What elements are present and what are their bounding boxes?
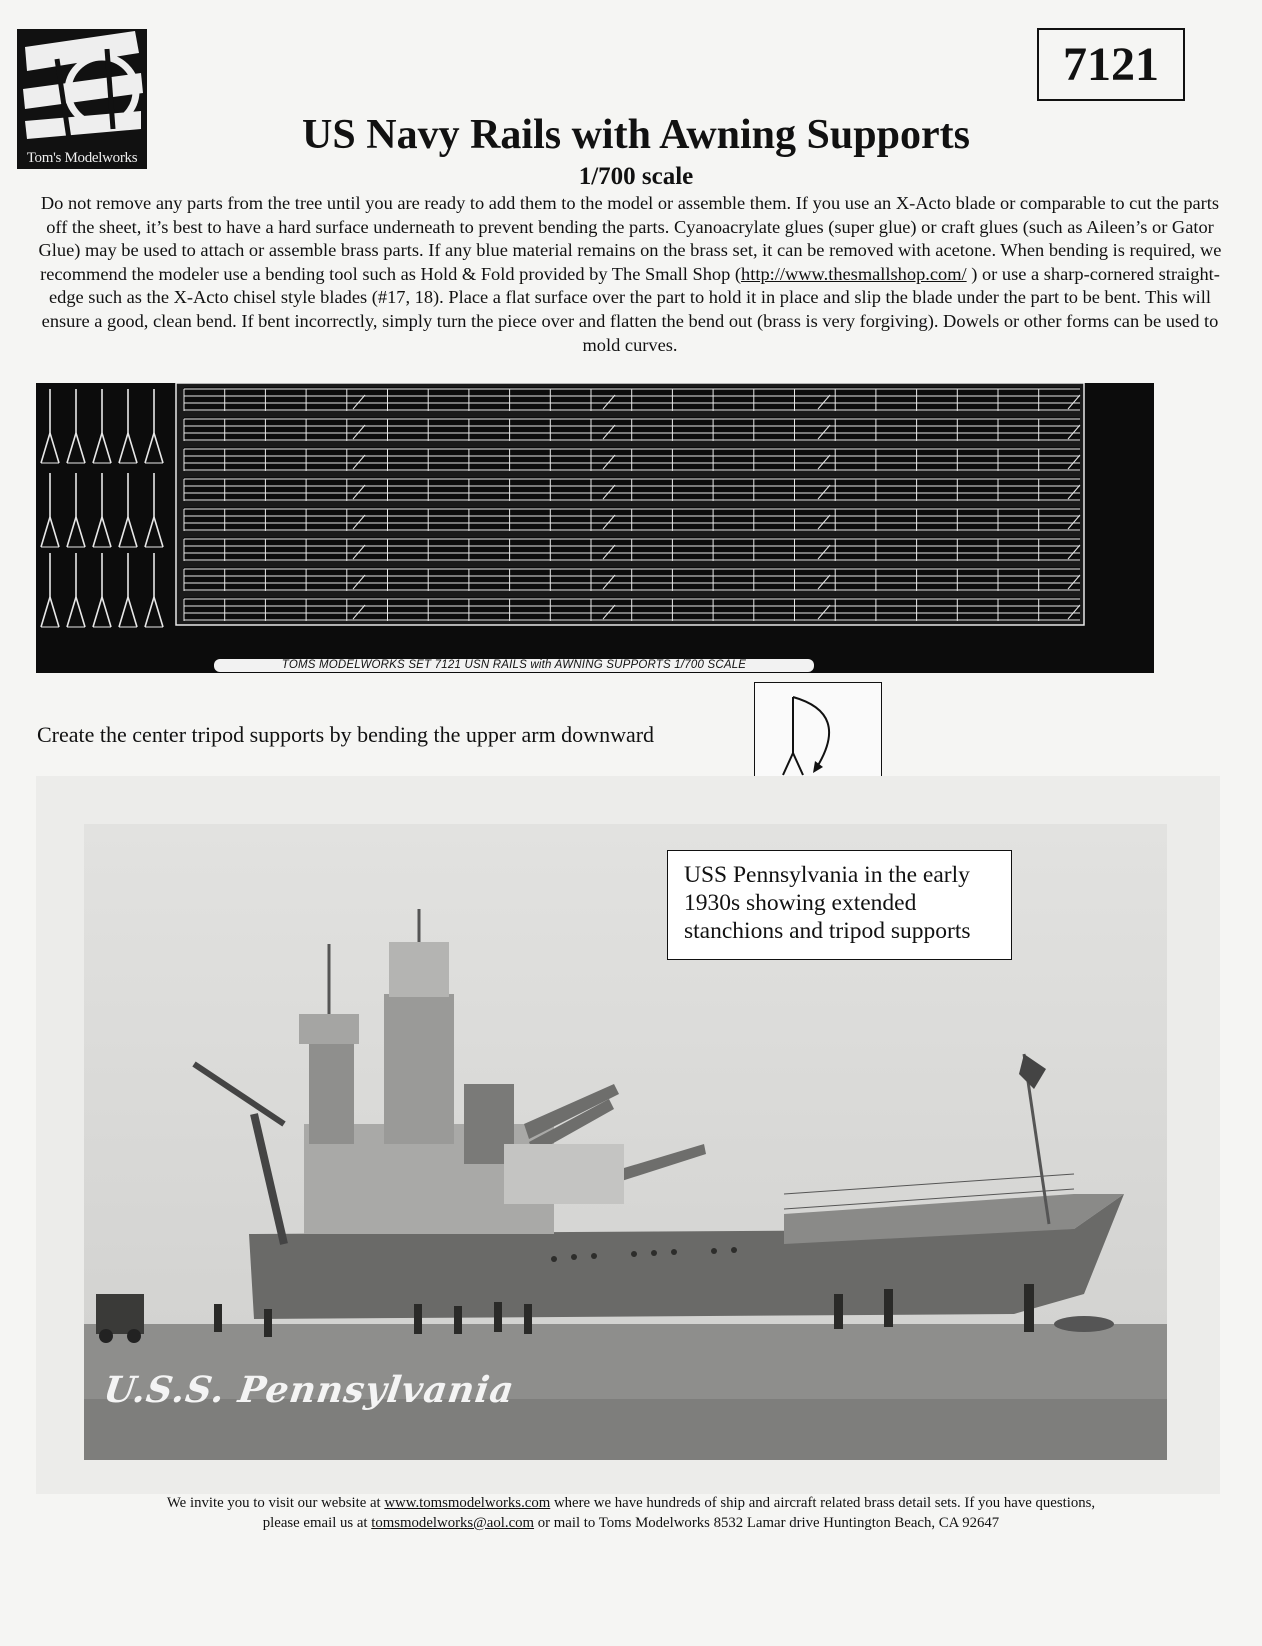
tripod-support-leg [119,597,128,627]
tripod-support-leg [67,517,76,547]
tripod-support-leg [41,597,50,627]
callout-line: stanchions and tripod supports [684,918,971,944]
tripod-support-leg [145,433,154,463]
page-title: US Navy Rails with Awning Supports [302,112,970,158]
tripod-support-leg [154,517,163,547]
tripod-support-leg [128,433,137,463]
tripod-support-leg [154,433,163,463]
footer-line-1 [40,1493,1222,1513]
tripod-support-leg [102,517,111,547]
tripod-support-leg [93,517,102,547]
tripod-support-leg [154,597,163,627]
fret-label: TOMS MODELWORKS SET 7121 USN RAILS with AWNING SUPPORTS 1/700 SCALE [214,659,814,672]
website-link[interactable]: www.tomsmodelworks.com [384,1495,551,1511]
tripod-support-leg [50,517,59,547]
email-link[interactable]: tomsmodelworks@aol.com [371,1515,535,1531]
footer-contact [40,1493,1222,1533]
fret-artwork [36,383,1154,673]
photo-callout-box [667,850,1012,960]
small-shop-link[interactable]: http://www.thesmallshop.com/ [741,263,967,284]
footer-text: please email us at [262,1515,372,1531]
instructions-paragraph [30,192,1230,357]
tripod-caption: Create the center tripod supports by bending the upper arm downward [37,722,655,747]
tripod-support-leg [41,517,50,547]
scale-subtitle: 1/700 scale [578,163,694,190]
tripod-support-leg [76,433,85,463]
callout-line: 1930s showing extended [684,890,917,916]
tripod-support-leg [102,597,111,627]
tripod-support-leg [67,433,76,463]
callout-line: USS Pennsylvania in the early [684,862,970,888]
tripod-support-leg [145,517,154,547]
tripod-support-leg [102,433,111,463]
photo-handwritten-caption: U.S.S. Pennsylvania [101,1369,518,1411]
logo-text: Tom's Modelworks [26,150,138,166]
tripod-support-leg [93,597,102,627]
footer-line-2 [40,1513,1222,1533]
tripod-support-leg [76,597,85,627]
photo-etch-fret [36,383,1154,673]
tripod-support-leg [93,433,102,463]
tripod-bend-diagram [754,682,882,789]
tripod-support-leg [50,597,59,627]
tripod-support-leg [50,433,59,463]
tripod-support-leg [128,517,137,547]
footer-text: where we have hundreds of ship and aircraft related brass detail sets. If you have questions, [550,1495,1096,1511]
set-number-box: 7121 [1037,28,1185,101]
tripod-support-leg [41,433,50,463]
tripod-support-leg [119,517,128,547]
tripod-support-leg [128,597,137,627]
bend-arrow-icon [755,683,883,790]
tripod-support-leg [67,597,76,627]
tripod-support-leg [145,597,154,627]
footer-text: or mail to Toms Modelworks 8532 Lamar drive Huntington Beach, CA 92647 [534,1515,1000,1531]
footer-text: We invite you to visit our website at [166,1495,385,1511]
tripod-support-leg [76,517,85,547]
tripod-support-leg [119,433,128,463]
instructions-text-2: ) or use a sharp-cornered straight-edge such as the X-Acto chisel style blades (#17, 18). Place a flat surface over the part to hold it in place and slip the blade under the part to be bent. This will ensure a good, clean bend. If bent incorrectly, simply turn the piece over and flatten the bend out (brass is very forgiving). Dowels or other forms can be used to mold curves. [41,263,1220,355]
instructions-text-1: Do not remove any parts from the tree until you are ready to add them to the model or assemble them. If you use an X-Acto blade or comparable to cut the parts off the sheet, it’s best to have a hard surface underneath to prevent bending the parts. Cyanoacrylate glues (super glue) or craft glues (such as Aileen’s or Gator Glue) may be used to attach or assemble brass parts. If any blue material remains on the brass set, it can be removed with acetone. When bending is required, we recommend the modeler use a bending tool such as Hold & Fold provided by The Small Shop ( [38,193,1222,284]
